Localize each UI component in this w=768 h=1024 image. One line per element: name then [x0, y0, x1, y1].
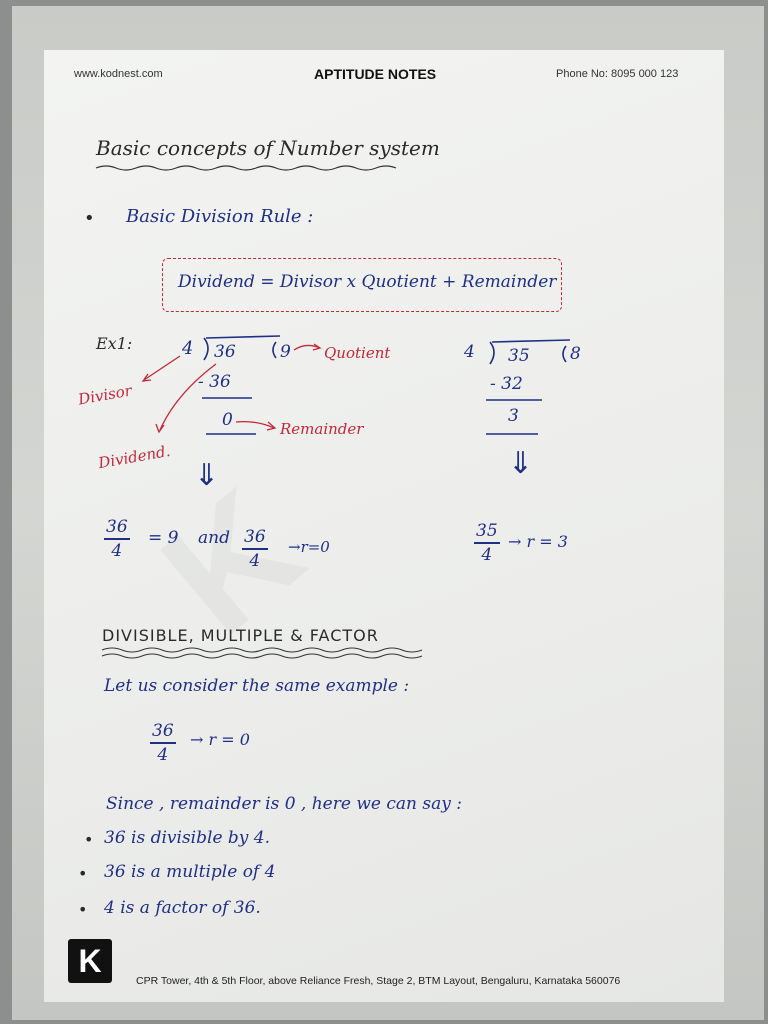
handdrawn-strokes — [44, 50, 724, 1002]
ex1-fraction-a: $\frac{36}{4}$ — [106, 517, 128, 561]
ex1-equals-nine: = 9 — [148, 528, 179, 548]
ex2-subtract: - 32 — [490, 374, 523, 394]
ex2-quotient-bracket — [563, 346, 566, 362]
ex1-remainder: 0 — [222, 410, 233, 430]
notes-page — [44, 50, 724, 1002]
ex1-dividend: 36 — [214, 342, 236, 362]
ex1-divisor: 4 — [182, 338, 194, 359]
arrow-divisor — [144, 356, 180, 380]
ex2-quotient: 8 — [570, 344, 581, 364]
label-quotient: Quotient — [324, 344, 391, 362]
ex2-dividend: 35 — [508, 346, 530, 366]
ex2-division-bar — [492, 340, 570, 342]
ex2-down-arrow: ⇓ — [508, 446, 534, 481]
since-text: Since , remainder is 0 , here we can say : — [106, 794, 462, 814]
ex1-subtract: - 36 — [198, 372, 231, 392]
arrow-dividend — [160, 364, 216, 430]
formula-text: Dividend = Divisor x Quotient + Remainder — [178, 272, 557, 292]
ex2-remainder: 3 — [508, 406, 519, 426]
ex1-down-arrow: ⇓ — [194, 458, 220, 493]
bullet-dot: • — [84, 208, 95, 229]
bullet-divisible: 36 is divisible by 4. — [104, 828, 271, 848]
header-title: APTITUDE NOTES — [314, 66, 437, 82]
label-remainder: Remainder — [280, 420, 364, 438]
bullet-factor: 4 is a factor of 36. — [104, 898, 261, 918]
ex1-quotient: 9 — [280, 342, 291, 362]
section2-underline — [102, 648, 422, 652]
bullet-dot: • — [78, 864, 88, 883]
section2-underline-2 — [102, 654, 422, 658]
footer-address: CPR Tower, 4th & 5th Floor, above Reliance Fresh, Stage 2, BTM Layout, Bengaluru, Karnataka 560076 — [136, 975, 621, 987]
example-label: Ex1: — [96, 334, 133, 353]
ex1-and: and — [198, 528, 230, 548]
logo-letter: K — [78, 943, 102, 979]
ex1-division-bracket — [204, 338, 208, 360]
ex2-divisor: 4 — [464, 342, 475, 362]
section2-result: → r = 0 — [190, 730, 250, 749]
bullet-multiple: 36 is a multiple of 4 — [104, 862, 276, 882]
label-dividend: Dividend. — [96, 441, 172, 473]
intro-text: Let us consider the same example : — [104, 676, 410, 696]
ex1-fraction-b: $\frac{36}{4}$ — [244, 527, 266, 571]
ex2-fraction: $\frac{35}{4}$ — [476, 521, 498, 565]
section-heading-number-system: Basic concepts of Number system — [96, 136, 440, 160]
bullet-dot: • — [84, 830, 94, 849]
bullet-dot: • — [78, 900, 88, 919]
heading-underline — [96, 166, 396, 170]
section-heading-divisible: DIVISIBLE, MULTIPLE & FACTOR — [102, 626, 379, 645]
header-website: www.kodnest.com — [74, 68, 163, 80]
section2-fraction: $\frac{36}{4}$ — [152, 721, 174, 765]
bullet-basic-division-rule: Basic Division Rule : — [126, 206, 314, 227]
ex2-result: → r = 3 — [508, 532, 568, 551]
ex1-division-bar — [206, 336, 280, 338]
header-phone: Phone No: 8095 000 123 — [556, 68, 679, 80]
ex1-quotient-bracket — [273, 342, 276, 358]
ex2-division-bracket — [490, 342, 494, 364]
label-divisor: Divisor — [76, 381, 134, 409]
ex1-result: →r=0 — [288, 538, 330, 556]
